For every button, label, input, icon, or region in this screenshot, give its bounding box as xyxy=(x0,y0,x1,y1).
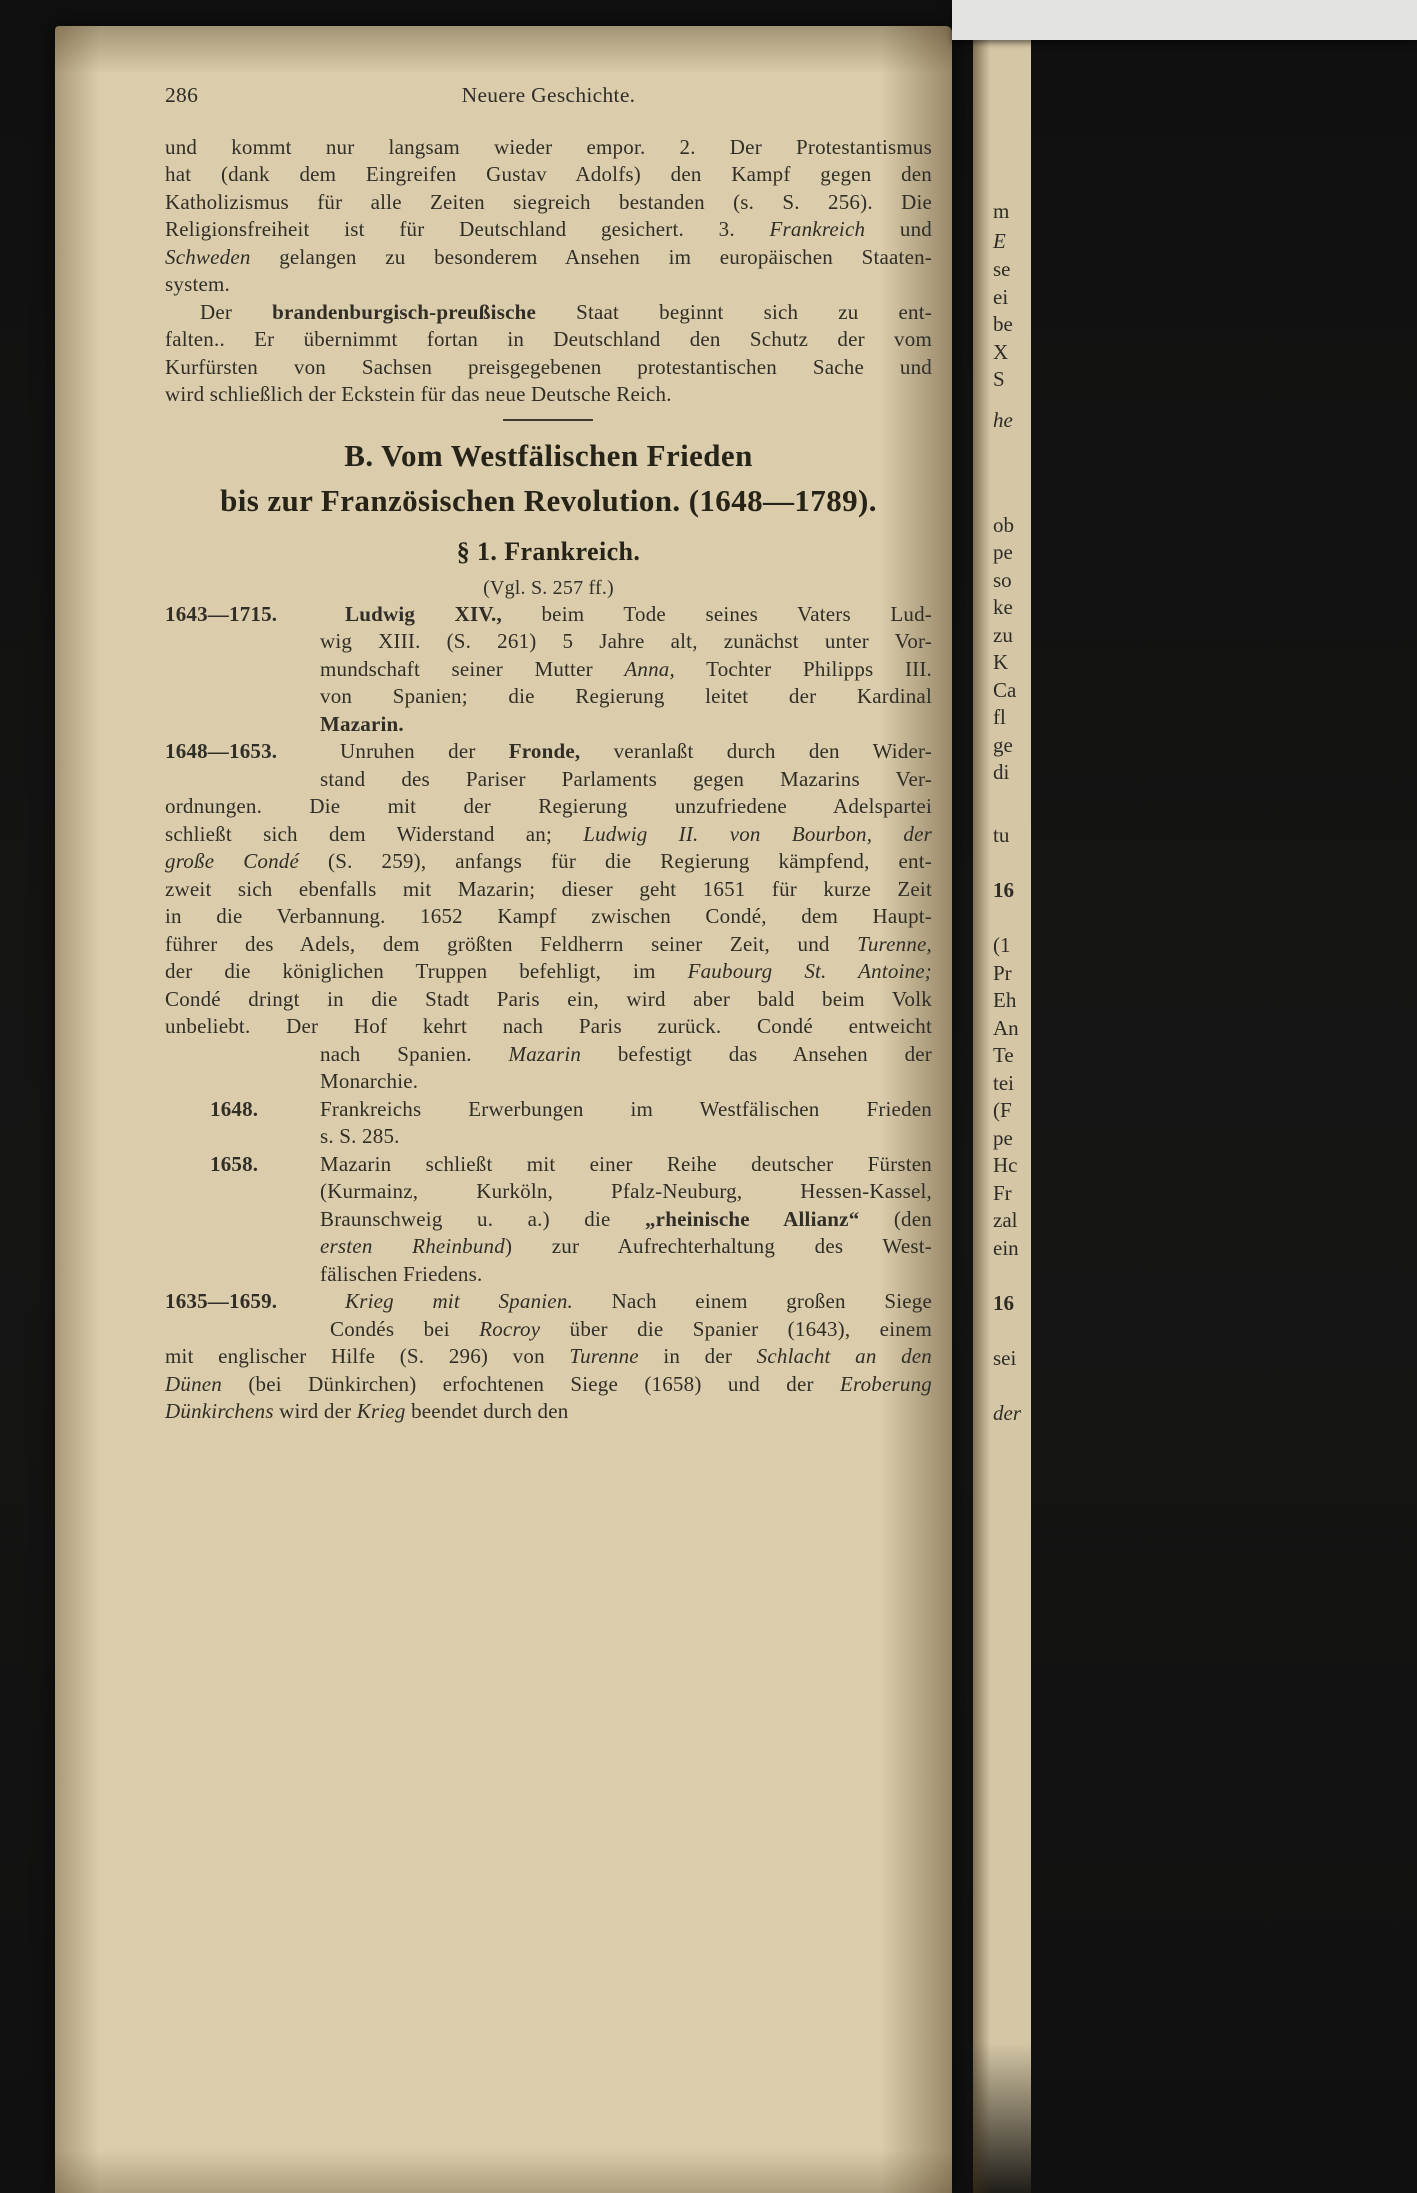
text-segment: Ludwig XIV., xyxy=(345,602,502,626)
facing-page-text-fragment: pe xyxy=(993,1126,1013,1150)
page-header xyxy=(165,83,932,111)
text-segment: Schlacht an den xyxy=(756,1344,933,1368)
text-line xyxy=(165,793,932,820)
text-segment: Katholizismus für alle Zeiten siegreich bestanden (s. S. 256). Die xyxy=(165,190,932,214)
text-segment: nach Spanien. xyxy=(320,1042,509,1066)
text-segment: (S. 259), anfangs für die Regierung kämpfend, ent- xyxy=(299,849,932,873)
text-segment: Frankreichs Erwerbungen im Westfälischen Frieden xyxy=(320,1097,932,1121)
text-line xyxy=(320,1206,932,1233)
text-line xyxy=(340,738,932,765)
text-segment: brandenburgisch-preußische xyxy=(272,300,537,324)
text-line xyxy=(320,1233,932,1260)
text-line xyxy=(165,1398,568,1425)
text-segment: 1635—1659. xyxy=(165,1289,278,1313)
text-segment: und kommt nur langsam wieder empor. 2. Der Protestantismus xyxy=(165,135,932,159)
text-line xyxy=(165,134,932,161)
section-heading: § 1. Frankreich. xyxy=(456,537,641,566)
text-segment: 1648—1653. xyxy=(165,739,278,763)
text-line xyxy=(320,1261,482,1288)
text-line xyxy=(320,711,404,738)
book-page xyxy=(55,26,952,2193)
text-line xyxy=(165,876,932,903)
text-segment: Monarchie. xyxy=(320,1069,419,1093)
text-segment: in der xyxy=(638,1344,757,1368)
running-title: Neuere Geschichte. xyxy=(461,83,636,107)
text-line xyxy=(165,986,932,1013)
facing-page-text-fragment: 16 xyxy=(993,1291,1014,1315)
entry-date xyxy=(165,1288,277,1315)
text-segment: hat (dank dem Eingreifen Gustav Adolfs) den Kampf gegen den xyxy=(165,162,932,186)
text-segment: unbeliebt. Der Hof kehrt nach Paris zurück. Condé entweicht xyxy=(165,1014,932,1038)
facing-page-text-fragment: Fr xyxy=(993,1181,1012,1205)
text-segment: mit englischer Hilfe (S. 296) von xyxy=(165,1344,570,1368)
text-segment: (Kurmainz, Kurköln, Pfalz-Neuburg, Hessen-Kassel, xyxy=(320,1179,932,1203)
text-line xyxy=(165,216,932,243)
text-segment: Unruhen der xyxy=(340,739,509,763)
facing-page-text-fragment: An xyxy=(993,1016,1019,1040)
text-line xyxy=(320,628,932,655)
text-segment: Tochter Philipps III. xyxy=(674,657,932,681)
text-segment: wird der xyxy=(273,1399,357,1423)
text-line xyxy=(320,1178,932,1205)
text-line xyxy=(320,766,932,793)
text-segment: veranlaßt durch den Wider- xyxy=(580,739,932,763)
text-line xyxy=(320,1151,932,1178)
text-line xyxy=(165,271,230,298)
facing-page-text-fragment: E xyxy=(993,229,1006,253)
text-segment: falten.. Er übernimmt fortan in Deutschland den Schutz der vom xyxy=(165,327,932,351)
text-line xyxy=(165,161,932,188)
text-segment: Braunschweig u. a.) die xyxy=(320,1207,645,1231)
text-segment: führer des Adels, dem größten Feldherrn seiner Zeit, und xyxy=(165,932,858,956)
facing-page-text-fragment: pe xyxy=(993,540,1013,564)
text-line xyxy=(345,1288,932,1315)
facing-page-text-fragment: ein xyxy=(993,1236,1019,1260)
text-segment: stand des Pariser Parlaments gegen Mazarins Ver- xyxy=(320,767,932,791)
text-line xyxy=(320,683,932,710)
text-segment: Nach einem großen Siege xyxy=(572,1289,932,1313)
text-segment: Condés bei xyxy=(330,1317,480,1341)
facing-page-text-fragment: zu xyxy=(993,623,1013,647)
text-segment: Ludwig II. von Bourbon, der xyxy=(583,822,932,846)
facing-page-text-fragment: m xyxy=(993,199,1010,223)
text-line xyxy=(320,1041,932,1068)
text-segment: Religionsfreiheit ist für Deutschland gesichert. 3. xyxy=(165,217,770,241)
facing-page-text-fragment: Te xyxy=(993,1043,1014,1067)
entry-date xyxy=(165,738,277,765)
text-line xyxy=(165,244,932,271)
facing-page-text-fragment: Eh xyxy=(993,988,1017,1012)
section-divider-rule xyxy=(503,419,593,421)
facing-page-text-fragment: S xyxy=(993,367,1005,391)
text-segment: ) zur Aufrechterhaltung des West- xyxy=(504,1234,932,1258)
facing-page-text-fragment: Pr xyxy=(993,961,1012,985)
text-line xyxy=(200,299,932,326)
text-segment: ordnungen. Die mit der Regierung unzufriedene Adelspartei xyxy=(165,794,932,818)
text-segment: schließt sich dem Widerstand an; xyxy=(165,822,584,846)
chapter-heading-line1: B. Vom Westfälischen Frieden xyxy=(344,438,753,473)
text-segment: Dünkirchens xyxy=(165,1399,274,1423)
text-segment: in die Verbannung. 1652 Kampf zwischen Condé, dem Haupt- xyxy=(165,904,932,928)
facing-page-text-fragment: di xyxy=(993,760,1010,784)
facing-page-text-fragment: ob xyxy=(993,513,1014,537)
section-cross-reference: (Vgl. S. 257 ff.) xyxy=(483,577,614,599)
text-segment: fälischen Friedens. xyxy=(320,1262,483,1286)
text-segment: Krieg xyxy=(356,1399,406,1423)
text-line xyxy=(165,931,932,958)
text-segment: Schweden xyxy=(165,245,251,269)
facing-page-text-fragment: zal xyxy=(993,1208,1018,1232)
facing-page-text-fragment: sei xyxy=(993,1346,1017,1370)
text-line xyxy=(165,381,672,408)
facing-page-text-fragment: Ca xyxy=(993,678,1017,702)
text-segment: von Spanien; die Regierung leitet der Kardinal xyxy=(320,684,932,708)
text-segment: 1658. xyxy=(210,1152,259,1176)
text-segment: Krieg mit Spanien. xyxy=(345,1289,573,1313)
text-segment: Eroberung xyxy=(839,1372,932,1396)
text-segment: Mazarin. xyxy=(320,712,404,736)
text-line xyxy=(165,326,932,353)
text-segment: wig XIII. (S. 261) 5 Jahre alt, zunächst unter Vor- xyxy=(320,629,932,653)
text-segment: 1643—1715. xyxy=(165,602,278,626)
facing-page-text-fragment: ke xyxy=(993,595,1013,619)
facing-page-text-fragment: he xyxy=(993,408,1013,432)
text-line xyxy=(320,656,932,683)
facing-page-text-fragment: tei xyxy=(993,1071,1014,1095)
text-line xyxy=(320,1096,932,1123)
facing-page-text-fragment: Hc xyxy=(993,1153,1018,1177)
text-line xyxy=(345,601,932,628)
text-segment: der die königlichen Truppen befehligt, im xyxy=(165,959,688,983)
text-segment: zweit sich ebenfalls mit Mazarin; dieser geht 1651 für kurze Zeit xyxy=(165,877,932,901)
text-line xyxy=(165,1343,932,1370)
text-line xyxy=(165,958,932,985)
text-segment: system. xyxy=(165,272,230,296)
text-segment: Rocroy xyxy=(479,1317,541,1341)
entry-date xyxy=(210,1151,258,1178)
text-segment: Dünen xyxy=(165,1372,222,1396)
text-segment: Condé dringt in die Stadt Paris ein, wird aber bald beim Volk xyxy=(165,987,932,1011)
text-segment: große Condé xyxy=(165,849,300,873)
text-line xyxy=(165,821,932,848)
text-line xyxy=(330,1316,932,1343)
facing-page-text-fragment: ge xyxy=(993,733,1013,757)
text-segment: 1648. xyxy=(210,1097,259,1121)
text-line xyxy=(165,848,932,875)
text-segment: gelangen zu besonderem Ansehen im europäischen Staaten- xyxy=(250,245,932,269)
facing-page-text-fragment: der xyxy=(993,1401,1021,1425)
chapter-heading-line2: bis zur Französischen Revolution. (1648—1789). xyxy=(220,483,877,518)
text-segment: Fronde, xyxy=(508,739,581,763)
text-segment: „rheinische Allianz“ xyxy=(644,1207,860,1231)
text-segment: und xyxy=(865,217,932,241)
facing-page-text-fragment: tu xyxy=(993,823,1010,847)
facing-page-text-fragment: X xyxy=(993,340,1009,364)
text-line xyxy=(165,354,932,381)
text-segment: wird schließlich der Eckstein für das neue Deutsche Reich. xyxy=(165,382,672,406)
text-line xyxy=(320,1068,418,1095)
text-line xyxy=(165,1013,932,1040)
facing-page-text-fragment: (F xyxy=(993,1098,1012,1122)
text-segment: Turenne, xyxy=(857,932,932,956)
text-segment: befestigt das Ansehen der xyxy=(581,1042,932,1066)
text-segment: (den xyxy=(859,1207,932,1231)
text-segment: (bei Dünkirchen) erfochtenen Siege (1658) und der xyxy=(222,1372,840,1396)
page-number: 286 xyxy=(165,83,199,107)
facing-page-text-fragment: K xyxy=(993,650,1009,674)
facing-page-text-fragment: ei xyxy=(993,285,1009,309)
facing-page-text-fragment: 16 xyxy=(993,878,1014,902)
text-line xyxy=(165,1371,932,1398)
text-segment: ersten Rheinbund xyxy=(320,1234,505,1258)
text-segment: Staat beginnt sich zu ent- xyxy=(536,300,932,324)
text-segment: Kurfürsten von Sachsen preisgegebenen protestantischen Sache und xyxy=(165,355,932,379)
text-segment: s. S. 285. xyxy=(320,1124,400,1148)
text-segment: Frankreich xyxy=(769,217,866,241)
text-line xyxy=(320,1123,400,1150)
facing-page-edge xyxy=(973,38,1031,2193)
text-line xyxy=(165,903,932,930)
facing-page-text-fragment: (1 xyxy=(993,933,1011,957)
text-segment: beim Tode seines Vaters Lud- xyxy=(501,602,933,626)
scanner-background-strip xyxy=(952,0,1417,40)
text-segment: Mazarin xyxy=(508,1042,582,1066)
facing-page-text-fragment: se xyxy=(993,257,1011,281)
facing-page-text-fragment: be xyxy=(993,312,1013,336)
facing-page-text-fragment: fl xyxy=(993,705,1006,729)
text-segment: Der xyxy=(200,300,273,324)
text-segment: Mazarin schließt mit einer Reihe deutscher Fürsten xyxy=(320,1152,932,1176)
text-segment: Turenne xyxy=(569,1344,639,1368)
text-segment: über die Spanier (1643), einem xyxy=(540,1317,932,1341)
text-segment: mundschaft seiner Mutter xyxy=(320,657,625,681)
text-line xyxy=(165,189,932,216)
entry-date xyxy=(165,601,277,628)
entry-date xyxy=(210,1096,258,1123)
facing-page-text-fragment: so xyxy=(993,568,1012,592)
text-segment: beendet durch den xyxy=(405,1399,569,1423)
text-segment: Anna, xyxy=(624,657,675,681)
text-segment: Faubourg St. Antoine; xyxy=(687,959,932,983)
